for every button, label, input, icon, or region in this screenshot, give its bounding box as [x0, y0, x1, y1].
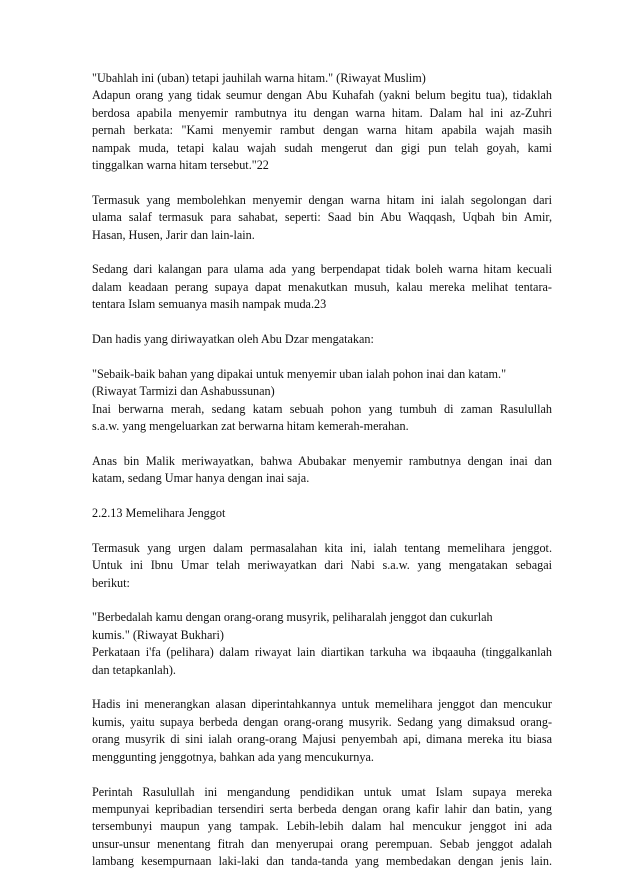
paragraph-abu-dzar	[92, 331, 552, 348]
paragraph-opposing-view	[92, 261, 552, 313]
text-line: nampak muda, tetapi kalau wajah sudah mengerut dan gigi pun telah goyah, kami	[92, 140, 552, 155]
text-line: "Ubahlah ini (uban) tetapi jauhilah warna hitam." (Riwayat Muslim)	[92, 71, 426, 85]
text-line: tersembunyi maupun yang tampak. Lebih-lebih dalam hal mencukur jenggot ini ada	[92, 819, 552, 834]
text-line: Perintah Rasulullah ini mengandung pendidikan untuk umat Islam supaya mereka	[92, 784, 552, 799]
text-line: "Sebaik-baik bahan yang dipakai untuk menyemir uban ialah pohon inai dan katam."	[92, 366, 507, 381]
text-line: berikut:	[92, 575, 130, 590]
text-line: Adapun orang yang tidak seumur dengan Abu Kuhafah (yakni belum begitu tua), tidaklah	[92, 88, 552, 103]
text-line: dalam keadaan perang supaya dapat menakutkan musuh, kalau mereka melihat tentara-	[92, 279, 552, 294]
text-line: pernah berkata: "Kami menyemir rambut dengan warna hitam apabila wajah masih	[92, 123, 552, 138]
text-line: kumis, yaitu supaya berbeda dengan orang-orang musyrik. Sedang yang dimaksud orang-	[92, 714, 552, 729]
paragraph-hadith-explanation	[92, 696, 552, 766]
text-line: tinggalkan warna hitam tersebut."22	[92, 158, 269, 173]
paragraph-muslim-hadith	[92, 70, 552, 174]
text-line: mempunyai kepribadian tersendiri serta berbeda dengan orang kafir lahir dan batin, yang	[92, 801, 552, 816]
text-line: kumis." (Riwayat Bukhari)	[92, 627, 224, 642]
text-line: Untuk ini Ibnu Umar telah meriwayatkan dari Nabi s.a.w. yang mengatakan sebagai	[92, 558, 552, 573]
text-line: katam, sedang Umar hanya dengan inai saja.	[92, 471, 310, 486]
text-line: ulama salaf termasuk para sahabat, seperti: Saad bin Abu Waqqash, Uqbah bin Amir,	[92, 210, 552, 225]
text-line: dan tetapkanlah).	[92, 662, 176, 677]
text-line: lambang kesempurnaan laki-laki dan tanda-tanda yang membedakan dengan jenis lain.	[92, 854, 552, 869]
paragraph-salaf-scholars	[92, 192, 552, 244]
text-line: Hasan, Husen, Jarir dan lain-lain.	[92, 227, 255, 242]
text-line: "Berbedalah kamu dengan orang-orang musyrik, peliharalah jenggot dan cukurlah	[92, 610, 493, 625]
text-line: Dan hadis yang diriwayatkan oleh Abu Dzar mengatakan:	[92, 332, 374, 347]
text-line: s.a.w. yang mengeluarkan zat berwarna hitam kemerah-merahan.	[92, 419, 409, 434]
text-line: Termasuk yang urgen dalam permasalahan kita ini, ialah tentang memelihara jenggot.	[92, 540, 552, 555]
paragraph-rasulullah-command	[92, 784, 552, 871]
text-line: tentara Islam semuanya masih nampak muda.23	[92, 297, 327, 312]
text-line: (Riwayat Tarmizi dan Ashabussunan)	[92, 384, 275, 399]
text-line: berdosa apabila menyemir rambutnya itu dengan warna hitam. Dalam hal ini az-Zuhri	[92, 105, 552, 120]
paragraph-ibnu-umar	[92, 540, 552, 592]
text-line: Inai berwarna merah, sedang katam sebuah pohon yang tumbuh di zaman Rasulullah	[92, 401, 552, 416]
section-heading	[92, 505, 552, 522]
text-line: menggunting jenggotnya, bahkan ada yang mencukurnya.	[92, 749, 374, 764]
document-page	[92, 70, 552, 888]
text-line: orang musyrik di sini ialah orang-orang Majusi penyembah api, dimana mereka itu biasa	[92, 732, 552, 747]
text-line: Perkataan i'fa (pelihara) dalam riwayat lain diartikan tarkuha wa ibqaauha (tinggalkanlah	[92, 645, 552, 660]
paragraph-anas-bin-malik	[92, 453, 552, 488]
text-line: Termasuk yang membolehkan menyemir dengan warna hitam ini ialah segolongan dari	[92, 192, 552, 207]
text-line: Sedang dari kalangan para ulama ada yang berpendapat tidak boleh warna hitam kecuali	[92, 262, 552, 277]
text-line: Anas bin Malik meriwayatkan, bahwa Abubakar menyemir rambutnya dengan inai dan	[92, 453, 552, 468]
section-heading-text: 2.2.13 Memelihara Jenggot	[92, 506, 226, 521]
paragraph-bukhari-hadith	[92, 609, 552, 679]
paragraph-inai-katam-hadith	[92, 366, 552, 436]
text-line: Hadis ini menerangkan alasan diperintahkannya untuk memelihara jenggot dan mencukur	[92, 697, 552, 712]
text-line: unsur-unsur menentang fitrah dan menyerupai orang perempuan. Sebab jenggot adalah	[92, 836, 552, 851]
